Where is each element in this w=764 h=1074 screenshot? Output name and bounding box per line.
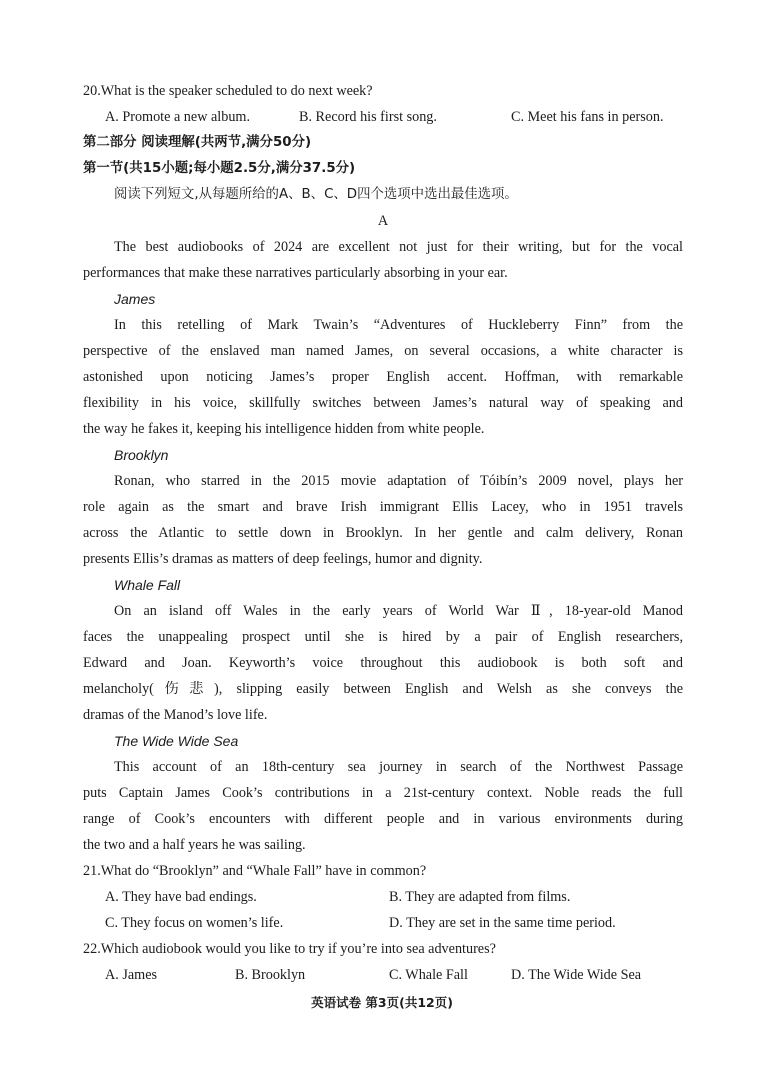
paragraph-line: melancholy(伤悲), slipping easily between English and Welsh as she conveys the [83,681,683,697]
question-20-stem: 20.What is the speaker scheduled to do next week? [83,83,373,99]
part-two-title: 第二部分 阅读理解(共两节,满分50分) [83,135,312,150]
question-22-stem: 22.Which audiobook would you like to try if you’re into sea adventures? [83,941,496,957]
paragraph-line: faces the unappealing prospect until she is hired by a pair of English researchers, [83,629,683,645]
section-heading-james: James [114,291,156,307]
question-20-option-b: B. Record his first song. [299,109,437,125]
paragraph-line: This account of an 18th-century sea journey in search of the Northwest Passage [114,759,683,775]
paragraph-line: Edward and Joan. Keyworth’s voice throughout this audiobook is both soft and [83,655,683,671]
paragraph-line: the way he fakes it, keeping his intelligence hidden from white people. [83,421,485,437]
paragraph-line: role again as the smart and brave Irish immigrant Ellis Lacey, who in 1951 travels [83,499,683,515]
intro-line: performances that make these narratives particularly absorbing in your ear. [83,265,508,281]
paragraph-line: On an island off Wales in the early years of World War Ⅱ, 18-year-old Manod [114,603,683,619]
question-21-stem: 21.What do “Brooklyn” and “Whale Fall” have in common? [83,863,427,879]
paragraph-line: perspective of the enslaved man named James, on several occasions, a white character is [83,343,683,359]
paragraph-line: the two and a half years he was sailing. [83,837,306,853]
section-one-title: 第一节(共15小题;每小题2.5分,满分37.5分) [83,161,356,176]
paragraph-line: astonished upon noticing James’s proper English accent. Hoffman, with remarkable [83,369,683,385]
question-22-option-b: B. Brooklyn [235,967,306,983]
paragraph-line: flexibility in his voice, skillfully switches between James’s natural way of speaking and [83,395,683,411]
paragraph-line: dramas of the Manod’s love life. [83,707,268,723]
passage-letter: A [377,213,389,229]
question-22-option-a: A. James [105,967,158,983]
question-22-option-c: C. Whale Fall [389,967,468,983]
section-heading-wide-wide-sea: The Wide Wide Sea [114,733,239,749]
question-22-option-d: D. The Wide Wide Sea [511,967,642,983]
paragraph-line: puts Captain James Cook’s contributions in a 21st-century context. Noble reads the full [83,785,683,801]
paragraph-line: presents Ellis’s dramas as matters of deep feelings, humor and dignity. [83,551,483,567]
page-footer: 英语试卷 第3页(共12页) [311,995,453,1010]
intro-line: The best audiobooks of 2024 are excellent not just for their writing, but for the vocal [114,239,683,255]
question-21-option-c: C. They focus on women’s life. [105,915,284,931]
question-21-option-d: D. They are set in the same time period. [389,915,616,931]
paragraph-line: across the Atlantic to settle down in Brooklyn. In her gentle and calm delivery, Ronan [83,525,683,541]
paragraph-line: Ronan, who starred in the 2015 movie adaptation of Tóibín’s 2009 novel, plays her [114,473,683,489]
paragraph-line: In this retelling of Mark Twain’s “Adventures of Huckleberry Finn” from the [114,317,683,333]
section-heading-brooklyn: Brooklyn [114,447,169,463]
question-21-option-b: B. They are adapted from films. [389,889,571,905]
question-20-option-c: C. Meet his fans in person. [511,109,664,125]
question-21-option-a: A. They have bad endings. [105,889,257,905]
reading-instruction: 阅读下列短文,从每题所给的A、B、C、D四个选项中选出最佳选项。 [114,187,518,202]
paragraph-line: range of Cook’s encounters with different people and in various environments during [83,811,683,827]
question-20-option-a: A. Promote a new album. [105,109,250,125]
section-heading-whale-fall: Whale Fall [114,577,181,593]
